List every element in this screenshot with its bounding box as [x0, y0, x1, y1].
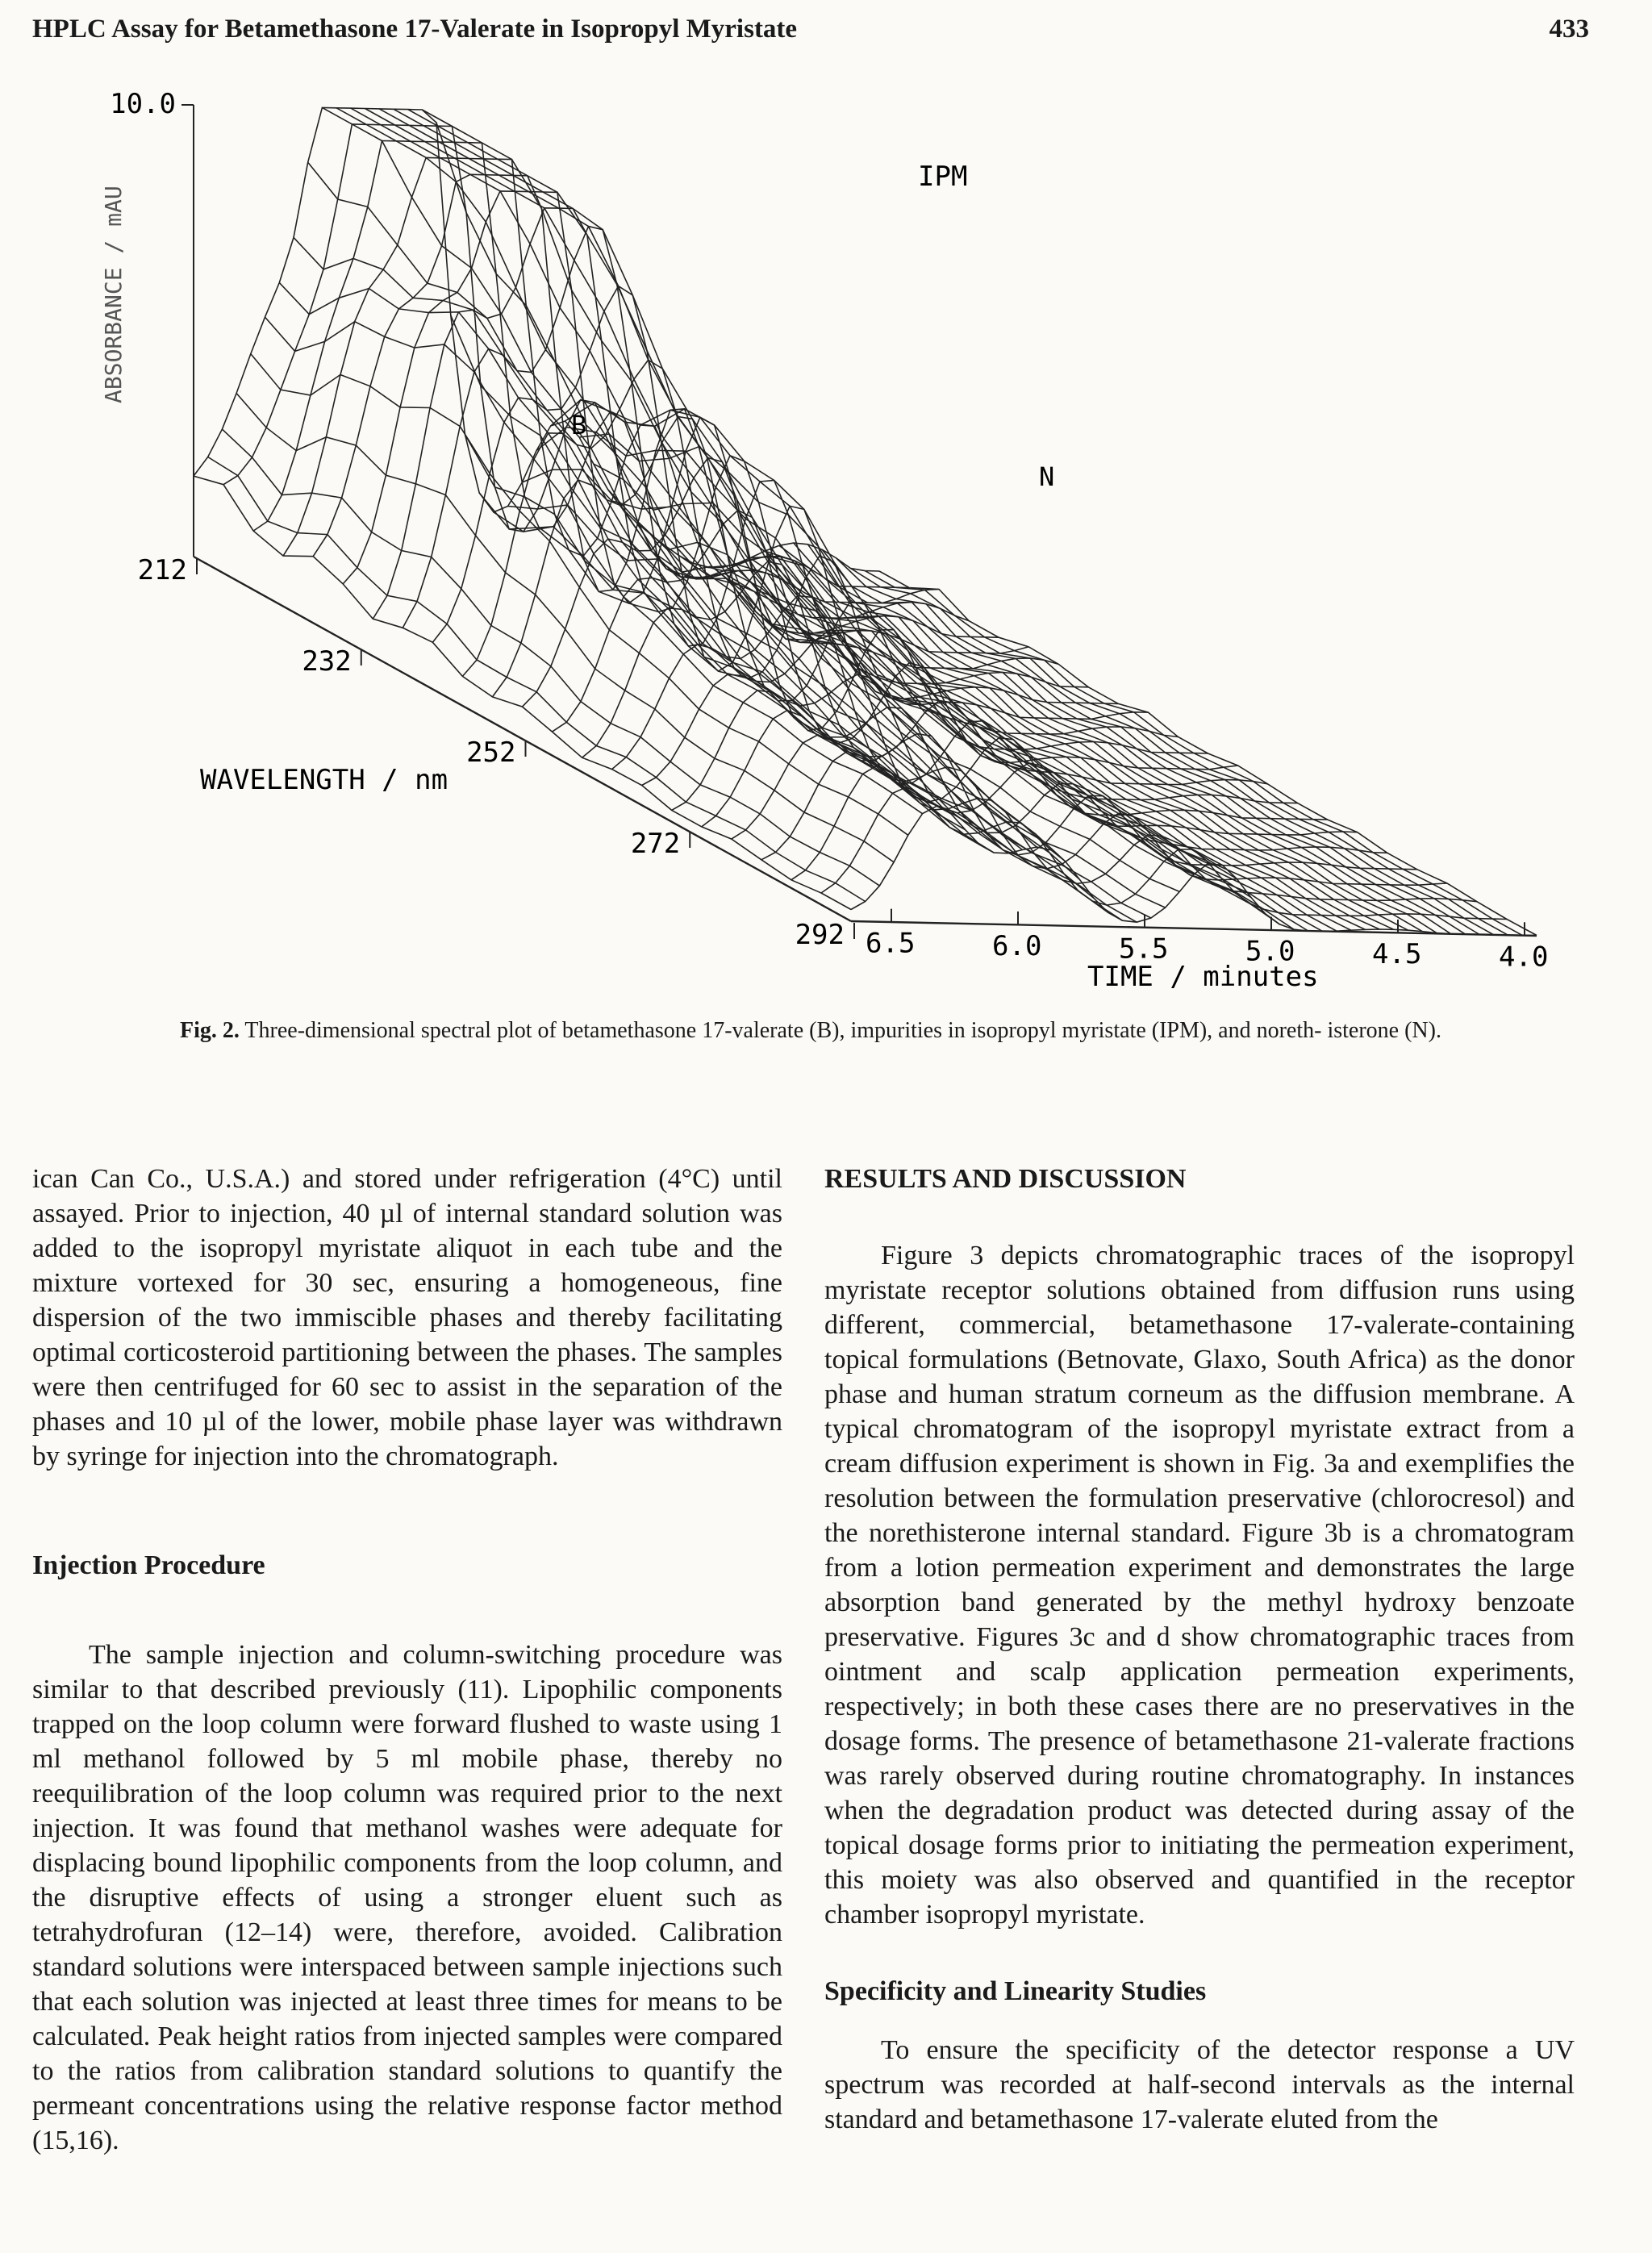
time-tick-label: 6.0 — [992, 929, 1042, 962]
mesh-line-time — [336, 108, 994, 853]
mesh-line-time — [865, 571, 1522, 936]
surface-plot — [81, 73, 1573, 1008]
peak-label-ipm: IPM — [918, 161, 968, 193]
time-axis-label: TIME / minutes — [1087, 961, 1319, 993]
mesh-line-wavelength — [791, 766, 1477, 902]
time-tick-label: 6.5 — [866, 927, 916, 960]
wavelength-tick-label: 252 — [466, 736, 516, 769]
mesh-line-wavelength — [194, 107, 879, 571]
surface-mesh — [194, 107, 1537, 935]
mesh-line-time — [679, 556, 1337, 931]
mesh-line-wavelength — [582, 561, 1268, 784]
mesh-line-time — [579, 434, 1237, 878]
section-heading-specificity: Specificity and Linearity Studies — [824, 1976, 1207, 2006]
mesh-line-time — [436, 123, 1094, 899]
mesh-line-wavelength — [283, 157, 969, 620]
right-paragraph-2: To ensure the specificity of the detector response a UV spectrum was recorded at half-second intervals as the internal standard and betamethasone 17-valerate eluted from the — [824, 2035, 1575, 2134]
mesh-line-wavelength — [403, 227, 1088, 687]
right-paragraph-1: Figure 3 depicts chromatographic traces of the isopropyl myristate receptor solutions obtained from diffusion runs using different, commercial, betamethasone 17-valerate-containing topical formulations (Betnovate, Glaxo, South Africa) as the donor phase and human stratum corneum as the diffusion membrane. A typical chromatogram of the isopropyl myristate extract from a cream diffusion experiment is shown in Fig. 3a and exemplifies the resolution between the formulation preservative (chlorocresol) and the norethisterone internal standard. Figure 3b is a chromatogram from a lotion permeation experiment and demonstrates the large absorption band generated by the methyl hydroxy benzoate preservative. Figures 3c and d show chromatographic traces from ointment and scalp application permeation experiments, respectively; in both these cases there are no preservatives in the dosage forms. The presence of betamethasone 21-valerate fractions was rarely observed during routine chromatography. In instances when the degradation product was detected during assay of the topical dosage forms prior to initiating the permeation experiment, this moiety was also observed and quantified in the receptor chamber isopropyl myristate. — [824, 1241, 1575, 1930]
z-max-label: 10.0 — [110, 88, 176, 120]
wavelength-label: WAVELENGTH / nm — [200, 764, 448, 796]
mesh-line-time — [708, 565, 1366, 929]
running-head — [32, 15, 1589, 53]
wavelength-ticks — [138, 554, 854, 951]
mesh-line-time — [651, 535, 1308, 932]
wavelength-tick-label: 232 — [302, 645, 352, 678]
figure-caption-label: Fig. 2. — [180, 1018, 240, 1043]
section-heading-injection-procedure: Injection Procedure — [32, 1550, 265, 1580]
mesh-line-time — [836, 558, 1494, 935]
mesh-line-time — [851, 569, 1508, 936]
time-tick-label: 4.5 — [1372, 937, 1422, 970]
right-column — [824, 1162, 1575, 2137]
figure-caption — [81, 1015, 1541, 1047]
left-paragraph-1: ican Can Co., U.S.A.) and stored under refrigeration (4°C) until assayed. Prior to injection, 40 µl of internal standard solution was added to the isopropyl myristate aliquot in each tube and the mixture vortexed for 30 sec, ensuring a homogeneous, fine dispersion of the two immiscible phases and thereby facilitating optimal corticosteroid partitioning between the phases. The samples were then centrifuged for 60 sec to assist in the separation of the phases and 10 µl of the lower, mobile phase layer was withdrawn by syringe for injection into the chromatograph. — [32, 1164, 782, 1471]
left-column — [32, 1162, 782, 2158]
mesh-line-wavelength — [253, 141, 939, 603]
mesh-line-time — [351, 108, 1008, 853]
wavelength-tick-label: 212 — [137, 554, 187, 586]
peak-label-n: N — [1039, 461, 1055, 492]
left-paragraph-2: The sample injection and column-switching procedure was similar to that described previously (11). Lipophilic components trapped on the loop column were forward flushed to waste using 1 ml methanol followed by 5 ml mobile phase, thereby no reequilibration of the loop column was required prior to the next injection. It was found that methanol washes were adequate for displacing bound lipophilic components from the loop column, and the disruptive effects of using a stronger eluent such as tetrahydrofuran (12–14) were, therefore, avoided. Calibration standard solutions were interspaced between sample injections such that each solution was injected at least three times for means to be calculated. Peak height ratios from injected samples were compared to the ratios from calibration standard solutions to quantify the permeant concentrations using the relative response factor method (15,16). — [32, 1640, 782, 2155]
z-axis-label: ABSORBANCE / mAU — [100, 186, 127, 403]
page-number: 433 — [1549, 15, 1589, 44]
running-head-title: HPLC Assay for Betamethasone 17-Valerate in Isopropyl Myristate — [32, 15, 798, 44]
figure-3d-spectral-plot — [81, 73, 1573, 1008]
mesh-line-wavelength — [642, 632, 1328, 820]
mesh-line-wavelength — [223, 124, 909, 588]
mesh-line-time — [608, 490, 1266, 914]
mesh-line-wavelength — [612, 596, 1298, 803]
wavelength-tick-label: 272 — [630, 828, 681, 860]
wavelength-tick-label: 292 — [795, 919, 845, 951]
mesh-line-time — [451, 315, 1108, 913]
time-axis-line — [851, 921, 1537, 936]
time-tick-label: 4.0 — [1499, 941, 1549, 974]
figure-caption-text: Three-dimensional spectral plot of betamethasone 17-valerate (B), impurities in isopropyl myristate (IPM), and noreth- isterone (N). — [244, 1018, 1441, 1043]
peak-label-b: B — [571, 410, 587, 440]
mesh-line-wavelength — [761, 752, 1447, 886]
time-tick-label: 5.0 — [1245, 935, 1295, 968]
section-heading-results: RESULTS AND DISCUSSION — [824, 1164, 1187, 1194]
time-tick-label: 5.5 — [1119, 932, 1169, 966]
